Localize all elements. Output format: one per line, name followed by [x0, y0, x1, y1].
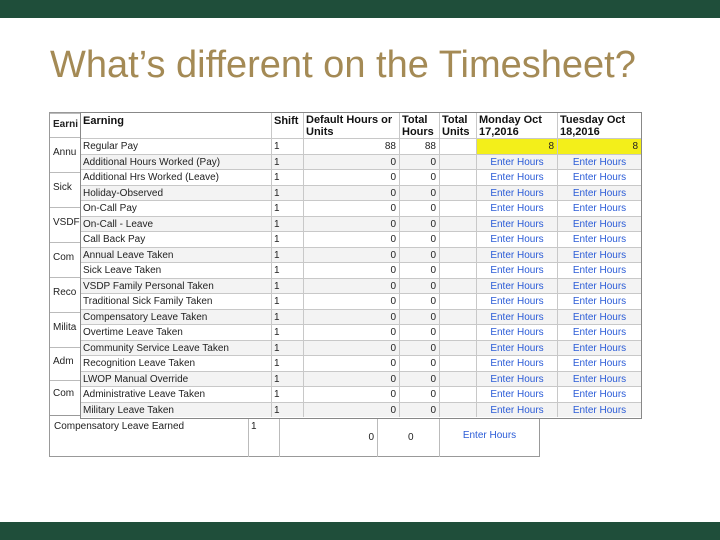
total-units-cell	[440, 356, 477, 371]
total-units-cell	[440, 325, 477, 340]
shift-cell: 1	[272, 232, 304, 247]
shift-cell: 1	[272, 186, 304, 201]
earning-cell: Sick Leave Taken	[81, 263, 272, 278]
table-row	[81, 293, 641, 309]
tuesday-enter-hours-link[interactable]: Enter Hours	[572, 373, 627, 385]
monday-enter-hours-link[interactable]: Enter Hours	[477, 263, 558, 278]
tuesday-enter-hours-link[interactable]: Enter Hours	[572, 249, 627, 261]
default-hours-cell: 0	[304, 341, 400, 356]
monday-enter-hours-link[interactable]: Enter Hours	[477, 387, 558, 402]
table-header-row	[81, 113, 641, 138]
earning-cell: On-Call Pay	[81, 201, 272, 216]
earning-cell: Traditional Sick Family Taken	[81, 294, 272, 309]
monday-enter-hours-link[interactable]: Enter Hours	[477, 170, 558, 185]
footer-shift: 1	[249, 416, 280, 457]
shift-cell: 1	[272, 279, 304, 294]
footer-default: 0	[280, 416, 378, 457]
default-hours-cell: 0	[304, 201, 400, 216]
shift-cell: 1	[272, 310, 304, 325]
default-hours-cell: 0	[304, 217, 400, 232]
bottom-bar	[0, 522, 720, 540]
monday-enter-hours-link[interactable]: Enter Hours	[477, 186, 558, 201]
shift-cell: 1	[272, 356, 304, 371]
monday-enter-hours-link[interactable]: Enter Hours	[477, 341, 558, 356]
total-hours-cell: 0	[400, 356, 440, 371]
footer-total: 0	[378, 416, 440, 457]
header-monday: Monday Oct 17,2016	[477, 113, 558, 138]
background-label: Reco	[50, 277, 81, 312]
default-hours-cell: 0	[304, 310, 400, 325]
earning-cell: Holiday-Observed	[81, 186, 272, 201]
table-row	[81, 154, 641, 170]
tuesday-enter-hours-link[interactable]: Enter Hours	[572, 203, 627, 214]
monday-enter-hours-link[interactable]: Enter Hours	[477, 294, 558, 309]
table-row	[81, 386, 641, 402]
total-hours-cell: 0	[400, 263, 440, 278]
shift-cell: 1	[272, 403, 304, 418]
background-label: Com	[50, 242, 81, 277]
shift-cell: 1	[272, 248, 304, 263]
default-hours-cell: 0	[304, 356, 400, 371]
earning-cell: Administrative Leave Taken	[81, 387, 272, 402]
monday-enter-hours-link[interactable]: Enter Hours	[477, 310, 558, 325]
header-total-hours: Total Hours	[400, 113, 440, 138]
background-label: Annu	[50, 137, 81, 172]
total-units-cell	[440, 217, 477, 232]
earning-cell: Community Service Leave Taken	[81, 341, 272, 356]
earning-cell: Additional Hours Worked (Pay)	[81, 155, 272, 170]
header-total-units: Total Units	[440, 113, 477, 138]
table-row	[81, 262, 641, 278]
total-hours-cell: 0	[400, 341, 440, 356]
table-row	[81, 169, 641, 185]
footer-earning-label: Compensatory Leave Earned	[50, 416, 249, 457]
table-row	[81, 200, 641, 216]
monday-enter-hours-link[interactable]: Enter Hours	[477, 155, 558, 170]
background-label: Adm	[50, 347, 81, 380]
header-shift: Shift	[272, 113, 304, 138]
monday-enter-hours-link[interactable]: Enter Hours	[477, 248, 558, 263]
total-units-cell	[440, 232, 477, 247]
background-footer-row	[50, 415, 539, 457]
earning-cell: Military Leave Taken	[81, 403, 272, 418]
table-row	[81, 309, 641, 325]
background-label-column	[50, 113, 82, 409]
background-label: Earni	[50, 113, 81, 137]
default-hours-cell: 0	[304, 372, 400, 387]
default-hours-cell: 0	[304, 186, 400, 201]
total-hours-cell: 0	[400, 403, 440, 418]
tuesday-enter-hours-link[interactable]: Enter Hours	[572, 358, 627, 369]
table-row	[81, 185, 641, 201]
default-hours-cell: 0	[304, 403, 400, 418]
earning-cell: Compensatory Leave Taken	[81, 310, 272, 325]
header-earning: Earning	[81, 113, 272, 138]
background-label: Com	[50, 380, 81, 409]
total-units-cell	[440, 186, 477, 201]
total-units-cell	[440, 248, 477, 263]
monday-hours-input[interactable]: 8	[477, 139, 558, 154]
background-label: Sick	[50, 172, 81, 207]
total-units-cell	[440, 279, 477, 294]
monday-enter-hours-link[interactable]: Enter Hours	[477, 325, 558, 340]
default-hours-cell: 0	[304, 263, 400, 278]
shift-cell: 1	[272, 372, 304, 387]
total-hours-cell: 0	[400, 155, 440, 170]
total-units-cell	[440, 310, 477, 325]
total-hours-cell: 0	[400, 186, 440, 201]
shift-cell: 1	[272, 387, 304, 402]
earning-cell: Regular Pay	[81, 139, 272, 154]
default-hours-cell: 0	[304, 325, 400, 340]
background-label: Milita	[50, 312, 81, 347]
total-hours-cell: 88	[400, 139, 440, 154]
total-units-cell	[440, 201, 477, 216]
tuesday-enter-hours-link[interactable]: Enter Hours	[572, 218, 627, 230]
default-hours-cell: 0	[304, 155, 400, 170]
total-hours-cell: 0	[400, 201, 440, 216]
total-hours-cell: 0	[400, 170, 440, 185]
table-row	[81, 231, 641, 247]
default-hours-cell: 0	[304, 387, 400, 402]
total-units-cell	[440, 341, 477, 356]
tuesday-enter-hours-link[interactable]: Enter Hours	[572, 327, 627, 338]
total-hours-cell: 0	[400, 387, 440, 402]
default-hours-cell: 0	[304, 232, 400, 247]
table-row	[81, 247, 641, 263]
total-units-cell	[440, 170, 477, 185]
header-default-hours: Default Hours or Units	[304, 113, 400, 138]
top-bar	[0, 0, 720, 18]
tuesday-enter-hours-link[interactable]: Enter Hours	[572, 404, 627, 416]
total-hours-cell: 0	[400, 217, 440, 232]
monday-enter-hours-link[interactable]: Enter Hours	[477, 232, 558, 247]
earning-cell: LWOP Manual Override	[81, 372, 272, 387]
default-hours-cell: 0	[304, 294, 400, 309]
total-units-cell	[440, 403, 477, 418]
table-row	[81, 355, 641, 371]
total-hours-cell: 0	[400, 294, 440, 309]
background-label: VSDF	[50, 207, 81, 242]
table-row	[81, 340, 641, 356]
tuesday-enter-hours-link[interactable]: Enter Hours	[572, 280, 627, 292]
total-hours-cell: 0	[400, 279, 440, 294]
monday-enter-hours-link[interactable]: Enter Hours	[477, 356, 558, 371]
default-hours-cell: 0	[304, 279, 400, 294]
tuesday-enter-hours-link[interactable]: Enter Hours	[572, 156, 627, 168]
shift-cell: 1	[272, 294, 304, 309]
monday-enter-hours-link[interactable]: Enter Hours	[477, 217, 558, 232]
total-units-cell	[440, 372, 477, 387]
total-units-cell	[440, 294, 477, 309]
shift-cell: 1	[272, 263, 304, 278]
header-tuesday: Tuesday Oct 18,2016	[560, 114, 626, 138]
earning-cell: Call Back Pay	[81, 232, 272, 247]
total-hours-cell: 0	[400, 232, 440, 247]
table-row	[81, 216, 641, 232]
tuesday-enter-hours-link[interactable]: Enter Hours	[572, 296, 627, 307]
monday-enter-hours-link[interactable]: Enter Hours	[477, 279, 558, 294]
slide-title: What’s different on the Timesheet?	[50, 44, 636, 86]
total-hours-cell: 0	[400, 372, 440, 387]
total-units-cell	[440, 139, 477, 154]
earning-cell: On-Call - Leave	[81, 217, 272, 232]
shift-cell: 1	[272, 170, 304, 185]
shift-cell: 1	[272, 325, 304, 340]
monday-enter-hours-link[interactable]: Enter Hours	[477, 403, 558, 418]
earning-cell: Annual Leave Taken	[81, 248, 272, 263]
shift-cell: 1	[272, 217, 304, 232]
total-units-cell	[440, 387, 477, 402]
shift-cell: 1	[272, 139, 304, 154]
monday-enter-hours-link[interactable]: Enter Hours	[477, 372, 558, 387]
table-row	[81, 138, 641, 154]
default-hours-cell: 88	[304, 139, 400, 154]
shift-cell: 1	[272, 341, 304, 356]
earning-cell: Additional Hrs Worked (Leave)	[81, 170, 272, 185]
earning-cell: Recognition Leave Taken	[81, 356, 272, 371]
tuesday-enter-hours-link[interactable]: Enter Hours	[572, 187, 627, 199]
default-hours-cell: 0	[304, 170, 400, 185]
tuesday-enter-hours-link[interactable]: Enter Hours	[572, 265, 627, 276]
shift-cell: 1	[272, 201, 304, 216]
shift-cell: 1	[272, 155, 304, 170]
timesheet-table	[80, 112, 642, 419]
table-row	[81, 371, 641, 387]
footer-enter-hours-link[interactable]: Enter Hours	[462, 430, 517, 441]
earning-cell: Overtime Leave Taken	[81, 325, 272, 340]
tuesday-enter-hours-link[interactable]: Enter Hours	[572, 389, 627, 400]
total-units-cell	[440, 155, 477, 170]
total-hours-cell: 0	[400, 325, 440, 340]
tuesday-enter-hours-link[interactable]: Enter Hours	[572, 342, 627, 354]
total-hours-cell: 0	[400, 248, 440, 263]
default-hours-cell: 0	[304, 248, 400, 263]
tuesday-enter-hours-link[interactable]: Enter Hours	[572, 234, 627, 245]
tuesday-hours-input[interactable]: 8	[558, 139, 641, 154]
earning-cell: VSDP Family Personal Taken	[81, 279, 272, 294]
tuesday-enter-hours-link[interactable]: Enter Hours	[572, 311, 627, 323]
table-row	[81, 402, 641, 418]
table-row	[81, 324, 641, 340]
tuesday-enter-hours-link[interactable]: Enter Hours	[572, 172, 627, 183]
table-row	[81, 278, 641, 294]
total-hours-cell: 0	[400, 310, 440, 325]
total-units-cell	[440, 263, 477, 278]
monday-enter-hours-link[interactable]: Enter Hours	[477, 201, 558, 216]
